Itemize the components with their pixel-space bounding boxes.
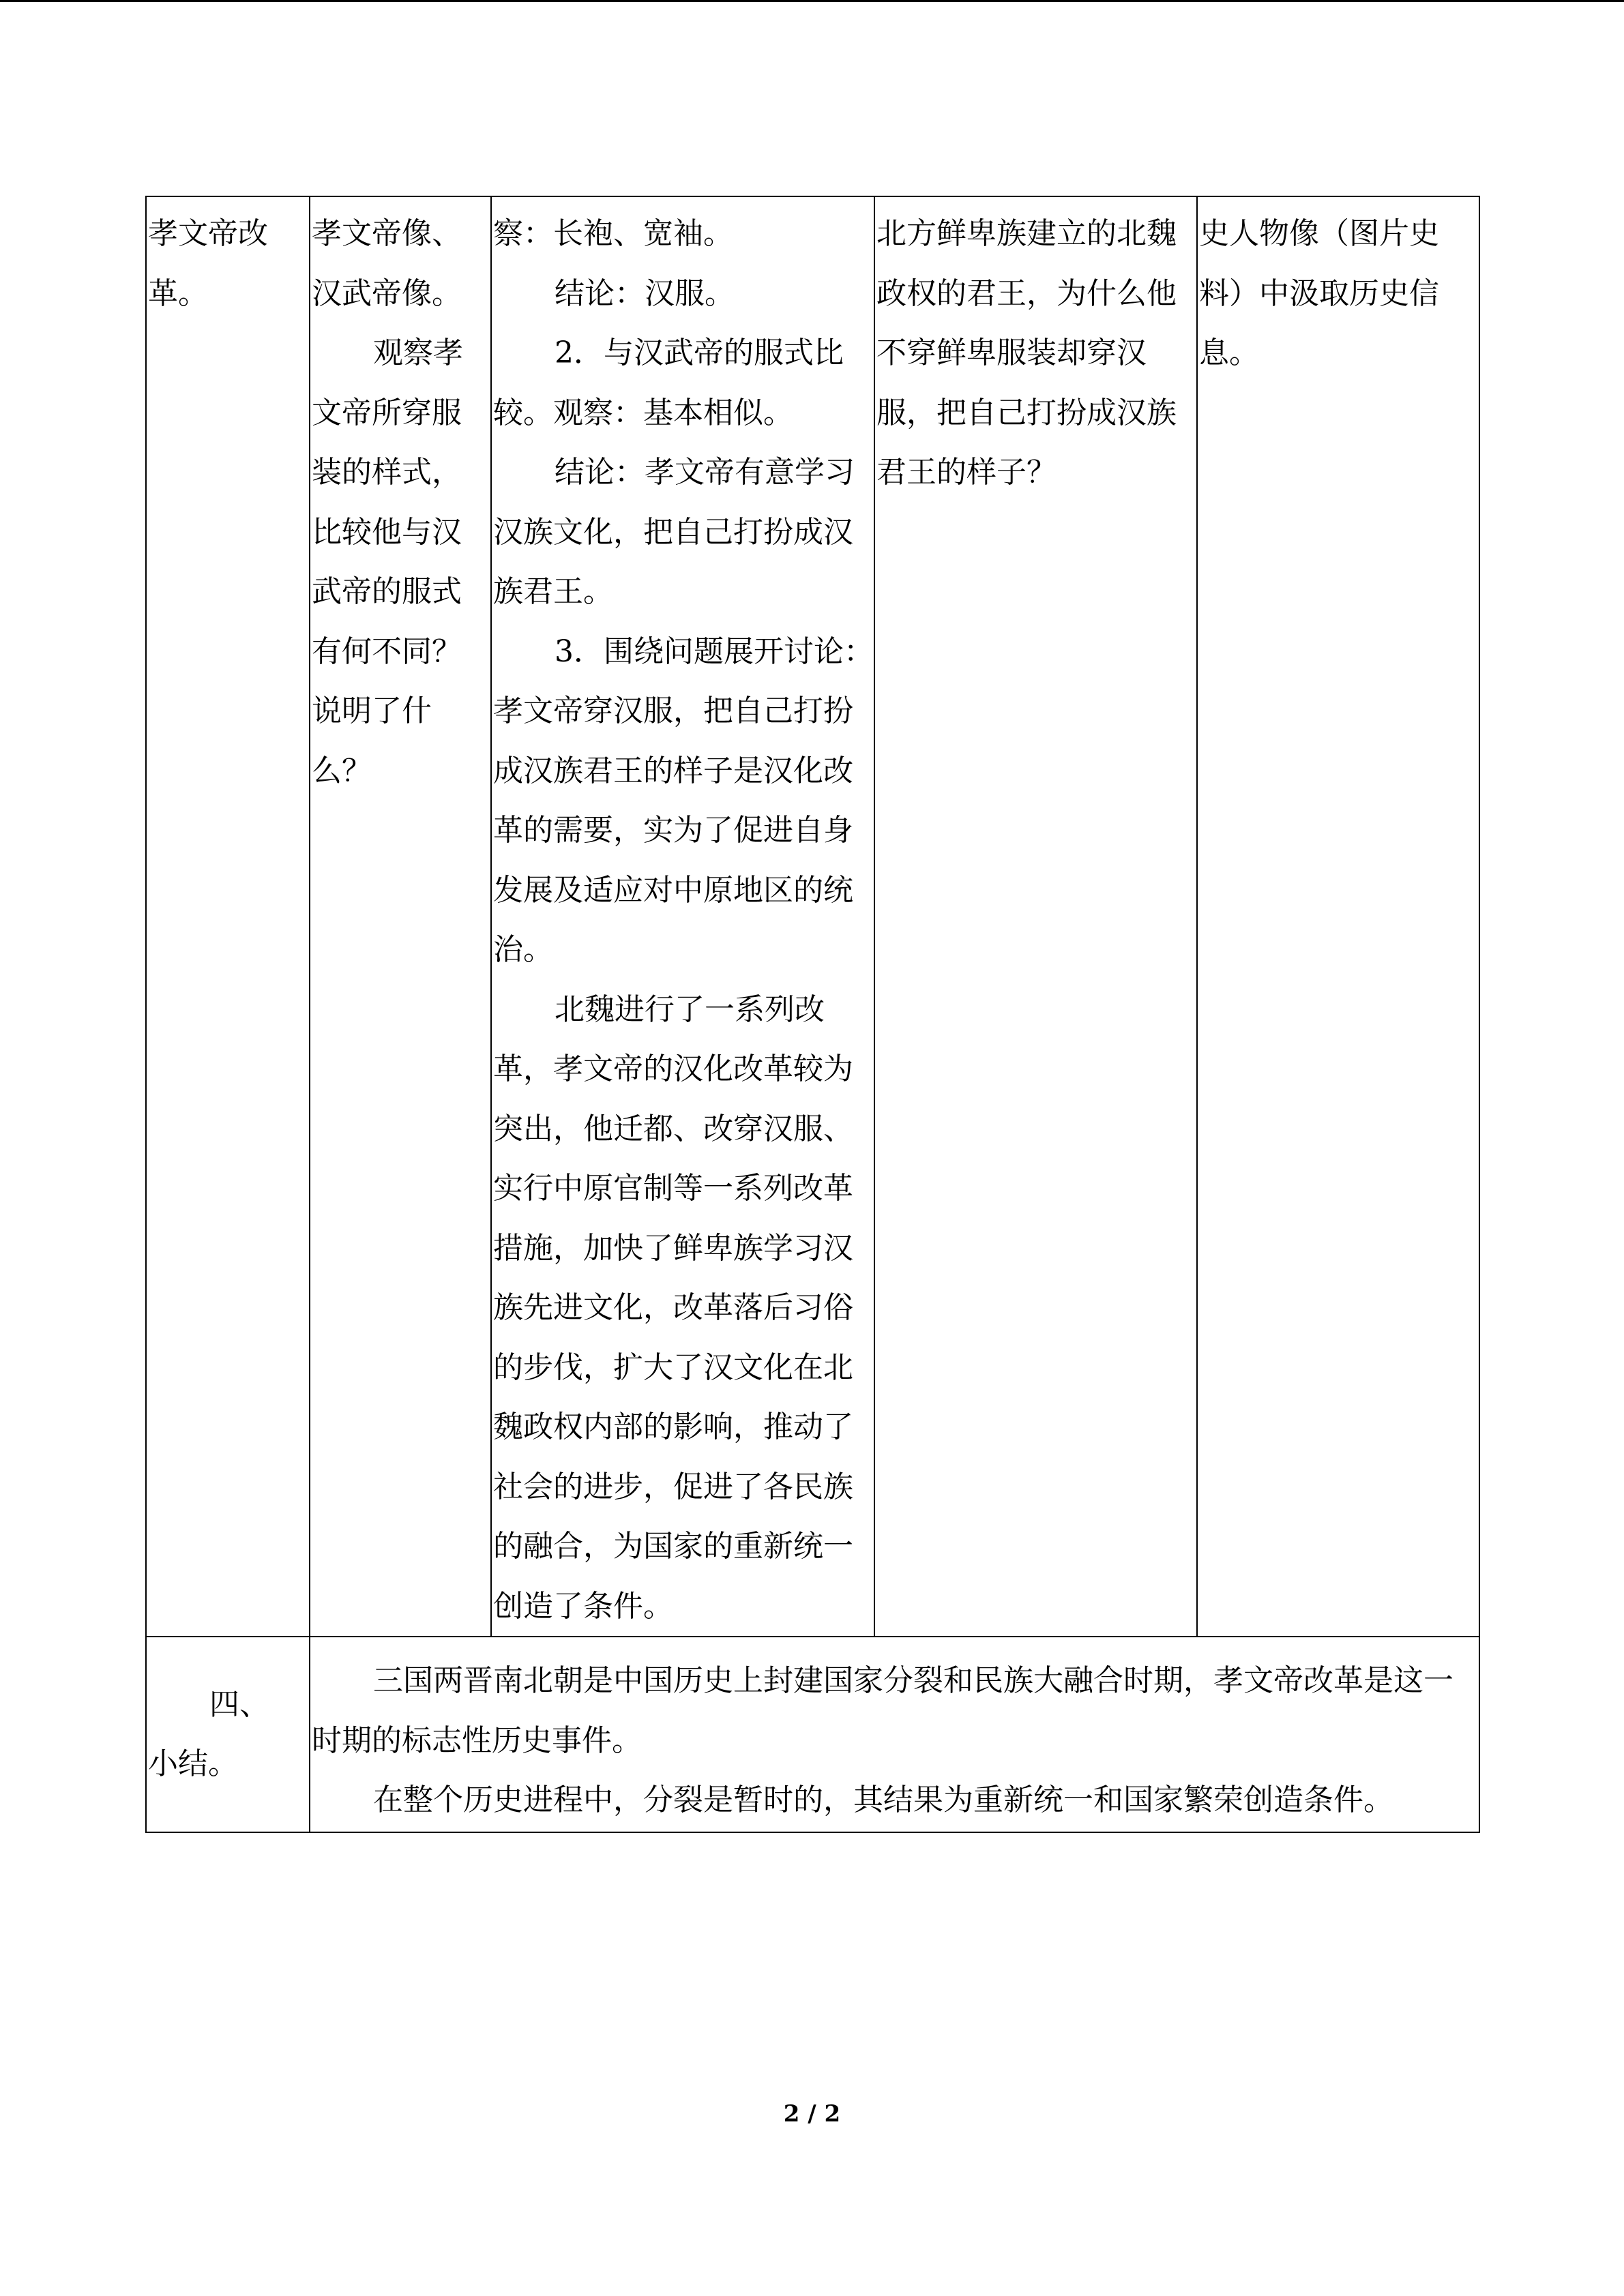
summary-label-number: 四、 [209, 1686, 269, 1722]
activity-paragraph: 3．围绕问题展开讨论：孝文帝穿汉服，把自己打扮成汉族君王的样子是汉化改革的需要，实为了促进自身发展及适应对中原地区的统治。 [493, 633, 874, 967]
page-number: 2 / 2 [783, 2100, 841, 2128]
lesson-plan-table [145, 196, 1480, 1833]
question-text: 北方鲜卑族建立的北魏政权的君王，为什么他不穿鲜卑服装却穿汉服，把自己打扮成汉族君王的样子？ [876, 216, 1177, 490]
activity-paragraph: 结论：孝文帝有意学习汉族文化，把自己打扮成汉族君王。 [493, 455, 855, 609]
summary-paragraph: 三国两晋南北朝是中国历史上封建国家分裂和民族大融合时期，孝文帝改革是这一时期的标志性历史事件。 [312, 1663, 1453, 1758]
student-activity-cell [491, 196, 874, 1637]
table-row-reform [146, 196, 1479, 1637]
page-top-edge [0, 0, 1624, 2]
table-row-summary [146, 1637, 1479, 1832]
topic-text: 孝文帝改革。 [148, 216, 268, 311]
purpose-text: 史人物像（图片史料）中汲取历史信息。 [1199, 216, 1439, 370]
activity-paragraph: 结论：汉服。 [555, 275, 735, 311]
summary-content-cell [310, 1637, 1479, 1832]
summary-label-text: 小结。 [148, 1746, 238, 1782]
activity-paragraph: 北魏进行了一系列改革，孝文帝的汉化改革较为突出，他迁都、改穿汉服、实行中原官制等一系列改革措施，加快了鲜卑族学习汉族先进文化，改革落后习俗的步伐，扩大了汉文化在北魏政权内部的影响，推动了社会的进步，促进了各民族的融合，为国家的重新统一创造了条件。 [493, 992, 853, 1624]
summary-paragraph: 在整个历史进程中，分裂是暂时的，其结果为重新统一和国家繁荣创造条件。 [373, 1783, 1393, 1817]
materials-task: 观察孝文帝所穿服装的样式，比较他与汉武帝的服式有何不同？说明了什么？ [312, 336, 463, 788]
activity-paragraph: 2．与汉武帝的服式比较。观察：基本相似。 [493, 336, 844, 430]
topic-cell [146, 196, 310, 1637]
question-cell [874, 196, 1197, 1637]
materials-title: 孝文帝像、汉武帝像。 [312, 216, 462, 311]
purpose-cell [1197, 196, 1479, 1637]
materials-cell [310, 196, 491, 1637]
activity-paragraph: 察：长袍、宽袖。 [493, 216, 733, 251]
summary-label-cell [146, 1637, 310, 1832]
